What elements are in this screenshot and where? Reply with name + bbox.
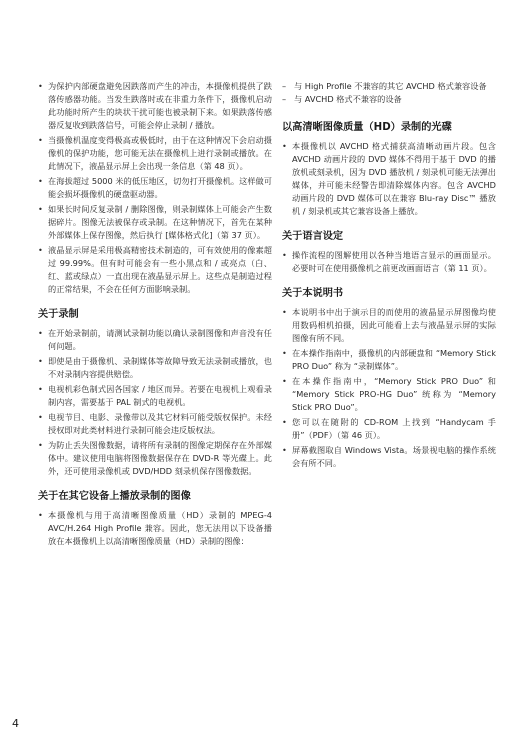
- bullet-icon: •: [38, 245, 43, 255]
- item-text: 即使是由于摄像机、录制媒体等故障导致无法录制或播放，也不对录制内容提供赔偿。: [48, 356, 272, 379]
- section-heading-language: 关于语言设定: [282, 231, 344, 242]
- bullet-icon: •: [38, 412, 43, 422]
- right-column: [282, 80, 496, 472]
- item-text: 本说明书中出于演示目的而使用的液晶显示屏图像均使用数码相机拍摄，因此可能看上去与液晶显示屏的实际图像有所不同。: [292, 307, 496, 343]
- list-item: [38, 203, 272, 242]
- bullet-icon: •: [38, 81, 43, 91]
- bullet-icon: •: [282, 348, 287, 358]
- list-item: [38, 383, 272, 409]
- item-text: 如果长时间反复录制 / 删除图像，则录制媒体上可能会产生数据碎片。图像无法被保存或录制。在这种情况下，首先在某种外部媒体上保存图像，然后执行 [媒体格式化]（第 37 页）。: [48, 204, 272, 240]
- bullet-icon: •: [282, 376, 287, 386]
- item-text: 在开始录制前，请测试录制功能以确认录制图像和声音没有任何问题。: [48, 328, 272, 351]
- section-heading-manual: 关于本说明书: [282, 288, 344, 299]
- bullet-icon: •: [38, 328, 43, 338]
- item-text: 当摄像机温度变得极高或极低时，由于在这种情况下会启动摄像机的保护功能，您可能无法在摄像机上进行录制或播放。在此情况下，液晶显示屏上会出现一条信息（第 48 页）。: [48, 135, 272, 171]
- item-text: 电视机彩色制式因各国家 / 地区而异。若要在电视机上观看录制内容，需要基于 PAL 制式的电视机。: [48, 384, 272, 407]
- list-item: [38, 244, 272, 296]
- list-item: [282, 416, 496, 442]
- bullet-icon: •: [38, 356, 43, 366]
- bullet-icon: •: [282, 417, 287, 427]
- dash-icon: –: [282, 94, 287, 104]
- list-item: [38, 355, 272, 381]
- item-text: 您可以在随附的 CD-ROM 上找到 “Handycam 手册”（PDF）（第 46 页）。: [292, 417, 496, 440]
- bullet-icon: •: [38, 135, 43, 145]
- item-text: 电视节目、电影、录像带以及其它材料可能受版权保护。未经授权即对此类材料进行录制可能会违反版权法。: [48, 412, 272, 435]
- item-text: 本摄像机以 AVCHD 格式捕获高清晰动画片段。包含 AVCHD 动画片段的 DVD 媒体不得用于基于 DVD 的播放机或刻录机，因为 DVD 播放机 / 刻录机可能无法弹出媒体，并可能未经警告即清除媒体内容。包含 AVCHD 动画片段的 DVD 媒体可以在兼容 Blu-ray Disc™ 播放机 / 刻录机或其它兼容设备上播放。: [292, 141, 496, 216]
- bullet-icon: •: [282, 250, 287, 260]
- item-text: 屏幕截图取自 Windows Vista。场景视电脑的操作系统会有所不同。: [292, 445, 496, 468]
- list-item: [282, 375, 496, 414]
- list-item: [38, 411, 272, 437]
- item-text: 操作流程的图解使用以各种当地语言显示的画面显示。必要时可在使用摄像机之前更改画面语言（第 11 页）。: [292, 250, 496, 273]
- section-heading-hd-disc: 以高清晰图像质量（HD）录制的光碟: [282, 122, 452, 133]
- list-item: [38, 80, 272, 132]
- left-column: [38, 80, 272, 550]
- dash-icon: –: [282, 81, 287, 91]
- bullet-icon: •: [38, 510, 43, 520]
- bullet-icon: •: [38, 176, 43, 186]
- bullet-icon: •: [282, 141, 287, 151]
- page-number: 4: [12, 717, 19, 730]
- bullet-icon: •: [282, 307, 287, 317]
- list-item: [38, 134, 272, 173]
- bullet-icon: •: [38, 204, 43, 214]
- list-item: [38, 327, 272, 353]
- list-item: [282, 347, 496, 373]
- bullet-icon: •: [282, 445, 287, 455]
- item-text: 在本操作指南中，“Memory Stick PRO Duo” 和 “Memory Stick PRO-HG Duo” 统称为 “Memory Stick PRO Duo”。: [292, 376, 496, 412]
- list-item: [282, 444, 496, 470]
- list-item: [38, 175, 272, 201]
- item-text: 液晶显示屏是采用极高精密技术制造的，可有效使用的像素超过 99.99%。但有时可能会有一些小黑点和 / 或亮点（白、红、蓝或绿点）一直出现在液晶显示屏上。这些点是制造过程的正常结果，不会在任何方面影响录制。: [48, 245, 272, 294]
- item-text: 为保护内部硬盘避免因跌落而产生的冲击，本摄像机提供了跌落传感器功能。当发生跌落时或在非重力条件下，摄像机启动此功能时所产生的块状干扰可能也被录制下来。如果跌落传感器反复收到跌落信号，可能会停止录制 / 播放。: [48, 81, 272, 130]
- list-item: [282, 140, 496, 218]
- item-text: 在海拔超过 5000 米的低压地区，切勿打开摄像机。这样做可能会损坏摄像机的硬盘驱动器。: [48, 176, 272, 199]
- item-text: 为防止丢失图像数据，请将所有录制的图像定期保存在外部媒体中。建议使用电脑将图像数据保存在 DVD-R 等光碟上。此外，还可使用录像机或 DVD/HDD 刻录机保存图像数据。: [48, 440, 272, 476]
- list-item: [282, 306, 496, 345]
- list-item: [282, 249, 496, 275]
- item-text: 本摄像机与用于高清晰图像质量（HD）录制的 MPEG-4 AVC/H.264 High Profile 兼容。因此，您无法用以下设备播放在本摄像机上以高清晰图像质量（HD）录制的图像：: [48, 510, 272, 546]
- section-heading-playback: 关于在其它设备上播放录制的图像: [38, 491, 191, 502]
- section-heading-recording: 关于录制: [38, 309, 79, 320]
- list-item: [38, 509, 272, 548]
- item-text: 在本操作指南中，摄像机的内部硬盘和 “Memory Stick PRO Duo” 称为 “录制媒体”。: [292, 348, 496, 371]
- dash-list-item: [282, 93, 496, 106]
- dash-list-item: [282, 80, 496, 93]
- list-item: [38, 439, 272, 478]
- bullet-icon: •: [38, 384, 43, 394]
- bullet-icon: •: [38, 440, 43, 450]
- item-text: 与 High Profile 不兼容的其它 AVCHD 格式兼容设备: [294, 81, 487, 91]
- item-text: 与 AVCHD 格式不兼容的设备: [294, 94, 402, 104]
